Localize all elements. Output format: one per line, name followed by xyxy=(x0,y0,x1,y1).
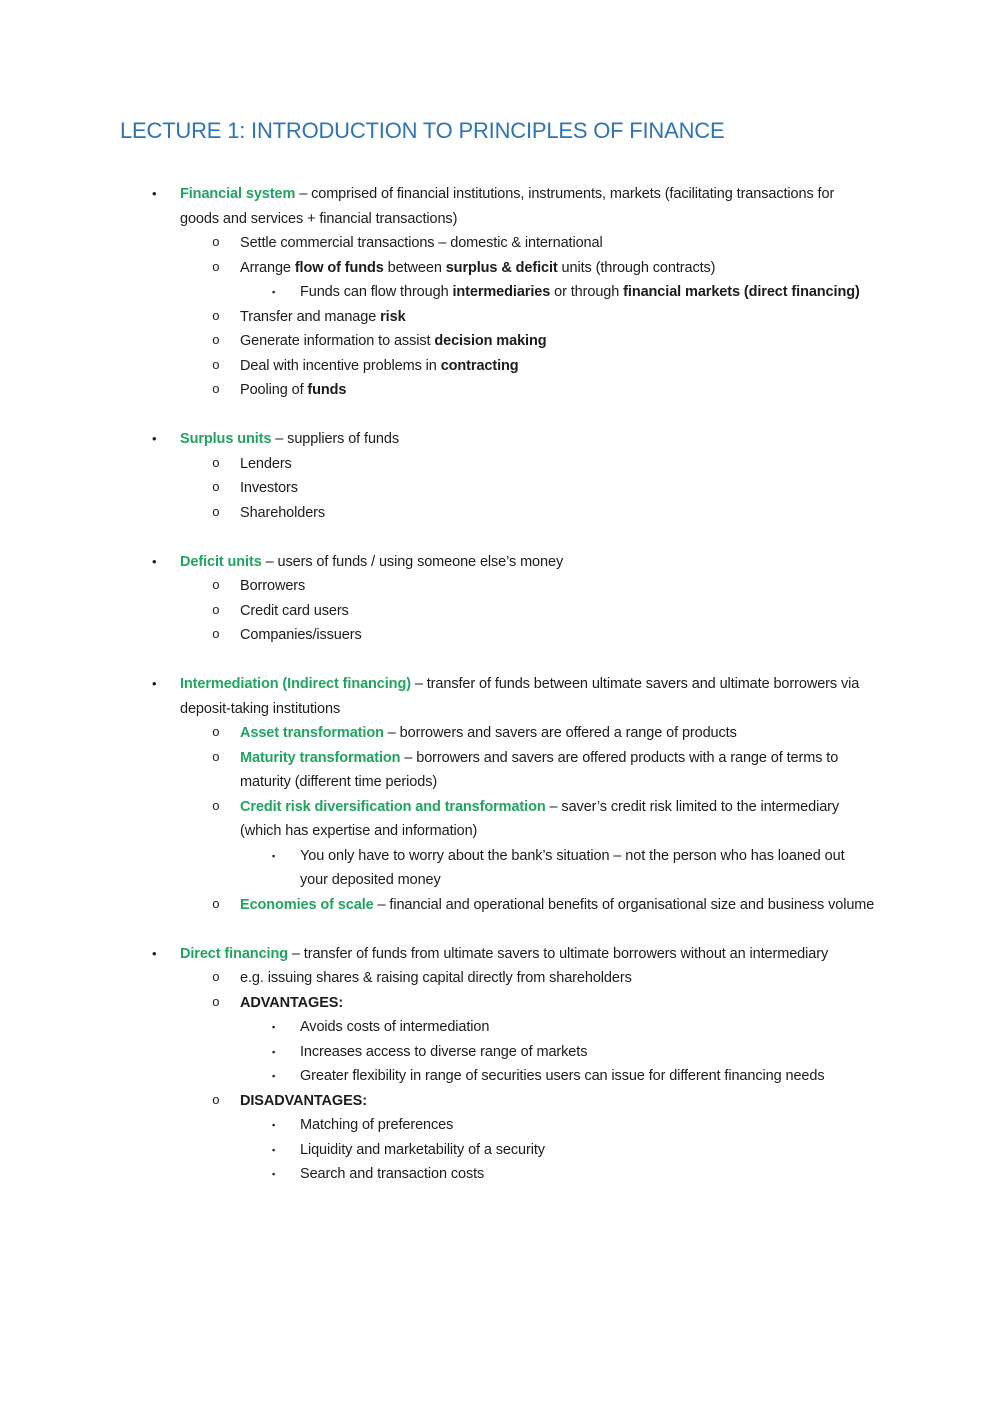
bullet-square-icon: ▪ xyxy=(272,287,276,297)
list-item-text: You only have to worry about the bank’s situation – not the person who has loaned out your deposited money xyxy=(300,847,845,888)
list-item xyxy=(0,844,991,893)
list-item xyxy=(0,501,991,526)
bullet-circle-icon: o xyxy=(212,627,220,642)
list-item xyxy=(0,623,991,648)
list-item xyxy=(0,574,991,599)
list-item xyxy=(0,1015,991,1040)
list-item-text: Investors xyxy=(240,480,298,496)
list-item-text: Generate information to assist decision making xyxy=(240,333,547,349)
bullet-square-icon: ▪ xyxy=(272,1169,276,1179)
bullet-circle-icon: o xyxy=(212,578,220,593)
list-item-text: Deal with incentive problems in contracting xyxy=(240,357,519,374)
bullet-square-icon: ▪ xyxy=(272,1144,276,1155)
list-item-text: Avoids costs of intermediation xyxy=(300,1019,490,1035)
list-item xyxy=(0,305,991,330)
list-item xyxy=(0,1089,991,1114)
list-item xyxy=(0,942,991,967)
list-item xyxy=(0,256,991,281)
bullet-circle-icon: o xyxy=(212,308,220,324)
bullet-circle-icon: o xyxy=(212,725,220,740)
notes-list xyxy=(0,182,991,1187)
list-item xyxy=(0,476,991,501)
list-item xyxy=(0,966,991,991)
list-item-text: Financial system – comprised of financial institutions, instruments, markets (facilitating transactions for goods and services + financial transactions) xyxy=(180,186,835,227)
bullet-circle-icon: o xyxy=(212,1092,220,1108)
list-item xyxy=(0,329,991,354)
list-item xyxy=(0,795,991,844)
list-item xyxy=(0,599,991,624)
list-item xyxy=(0,550,991,575)
bullet-circle-icon: o xyxy=(212,896,220,912)
list-item xyxy=(0,746,991,795)
bullet-circle-icon: o xyxy=(212,455,220,471)
list-item xyxy=(0,1040,991,1065)
list-item xyxy=(0,378,991,403)
list-item xyxy=(0,721,991,746)
list-item xyxy=(0,991,991,1016)
list-item-text: Pooling of funds xyxy=(240,382,347,398)
list-item-text: Funds can flow through intermediaries or through financial markets (direct financing) xyxy=(300,284,860,300)
list-item-text: Economies of scale – financial and operational benefits of organisational size and business volume xyxy=(240,896,875,913)
list-item-text: Surplus units – suppliers of funds xyxy=(180,431,400,447)
bullet-square-icon: ▪ xyxy=(272,1022,276,1032)
list-item-text: Shareholders xyxy=(240,504,326,521)
bullet-circle-icon: o xyxy=(212,480,220,495)
list-item-text: Search and transaction costs xyxy=(300,1166,485,1182)
list-item-text: Greater flexibility in range of securities users can issue for different financing needs xyxy=(300,1068,825,1084)
list-item-text: ADVANTAGES: xyxy=(240,994,344,1011)
list-item-text: Credit risk diversification and transformation – saver’s credit risk limited to the intermediary (which has expertise and information) xyxy=(240,798,840,839)
list-item-text: Asset transformation – borrowers and savers are offered a range of products xyxy=(240,725,737,741)
list-item xyxy=(0,354,991,379)
bullet-square-icon: ▪ xyxy=(272,1046,276,1057)
bullet-disc-icon: • xyxy=(152,676,157,691)
bullet-disc-icon: • xyxy=(152,553,157,569)
list-item-text: Deficit units – users of funds / using someone else’s money xyxy=(180,553,564,570)
list-item xyxy=(0,672,991,721)
list-item-text: Direct financing – transfer of funds from ultimate savers to ultimate borrowers without an intermediary xyxy=(180,945,829,962)
list-item xyxy=(0,280,991,305)
list-item xyxy=(0,182,991,231)
list-item-text: Intermediation (Indirect financing) – transfer of funds between ultimate savers and ultimate borrowers via deposit-taking institutions xyxy=(180,676,860,717)
bullet-square-icon: ▪ xyxy=(272,1071,276,1081)
list-item xyxy=(0,893,991,918)
list-item xyxy=(0,1064,991,1089)
list-item-text: Increases access to diverse range of markets xyxy=(300,1043,588,1060)
list-item xyxy=(0,1162,991,1187)
list-item xyxy=(0,452,991,477)
list-item-text: Settle commercial transactions – domestic & international xyxy=(240,235,603,251)
list-item-text: e.g. issuing shares & raising capital directly from shareholders xyxy=(240,970,632,986)
list-item-text: Credit card users xyxy=(240,602,349,619)
list-item xyxy=(0,427,991,452)
bullet-circle-icon: o xyxy=(212,504,220,520)
bullet-disc-icon: • xyxy=(152,945,157,961)
list-item-text: Matching of preferences xyxy=(300,1117,454,1133)
bullet-circle-icon: o xyxy=(212,382,220,397)
list-item-text: Transfer and manage risk xyxy=(240,308,406,325)
list-item-text: DISADVANTAGES: xyxy=(240,1092,367,1109)
bullet-square-icon: ▪ xyxy=(272,1120,276,1130)
bullet-disc-icon: • xyxy=(152,431,157,446)
bullet-circle-icon: o xyxy=(212,259,220,275)
list-item-text: Maturity transformation – borrowers and savers are offered products with a range of terms to maturity (different time periods) xyxy=(240,749,839,790)
bullet-circle-icon: o xyxy=(212,994,220,1010)
list-item-text: Liquidity and marketability of a security xyxy=(300,1141,545,1158)
list-item-text: Lenders xyxy=(240,455,292,472)
bullet-circle-icon: o xyxy=(212,749,220,765)
bullet-circle-icon: o xyxy=(212,798,220,814)
bullet-circle-icon: o xyxy=(212,235,220,250)
list-item-text: Arrange flow of funds between surplus & deficit units (through contracts) xyxy=(240,259,716,276)
list-item-text: Borrowers xyxy=(240,578,306,594)
list-item-text: Companies/issuers xyxy=(240,627,362,643)
list-item xyxy=(0,231,991,256)
bullet-disc-icon: • xyxy=(152,186,157,201)
bullet-circle-icon: o xyxy=(212,357,220,373)
bullet-circle-icon: o xyxy=(212,602,220,618)
bullet-square-icon: ▪ xyxy=(272,850,276,861)
bullet-circle-icon: o xyxy=(212,333,220,348)
list-item xyxy=(0,1138,991,1163)
list-item xyxy=(0,1113,991,1138)
bullet-circle-icon: o xyxy=(212,970,220,985)
page-title: LECTURE 1: INTRODUCTION TO PRINCIPLES OF FINANCE xyxy=(120,118,725,143)
